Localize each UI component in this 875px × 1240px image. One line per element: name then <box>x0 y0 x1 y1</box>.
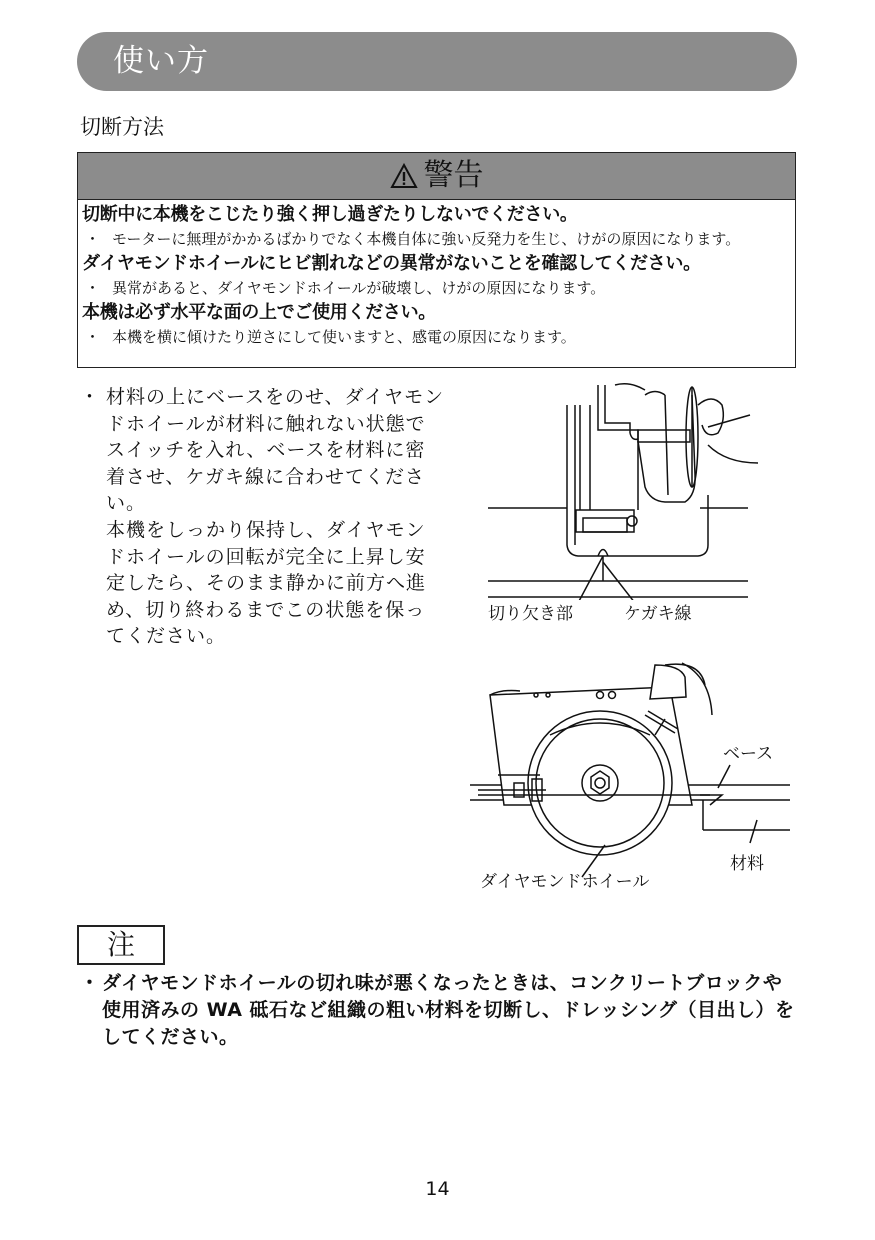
warning-heading: 切断中に本機をこじたり強く押し過ぎたりしないでください。 <box>82 204 578 225</box>
warning-bullet-text: 本機を横に傾けたり逆さにして使いますと、感電の原因になります。 <box>112 328 576 346</box>
instruction-text <box>80 384 445 650</box>
page-number: 14 <box>425 1178 450 1200</box>
warning-header <box>78 153 795 200</box>
header-title: 使い方 <box>113 43 209 79</box>
bullet-dot: ・ <box>80 972 100 994</box>
figure-front-view <box>480 375 760 624</box>
note-text <box>80 970 796 1051</box>
side-view-illustration <box>460 655 790 885</box>
warning-bullet <box>82 326 791 349</box>
instruction-paragraph <box>80 384 445 517</box>
instruction-paragraph <box>80 517 445 650</box>
bullet-dot: ・ <box>85 279 101 297</box>
note-title-box: 注 <box>77 925 165 965</box>
label-scribe-line: ケガキ線 <box>624 604 692 624</box>
warning-bullet-text: モーターに無理がかかるばかりでなく本機自体に強い反発力を生じ、けがの原因になります。 <box>112 230 741 248</box>
bullet-dot: ・ <box>85 328 101 346</box>
warning-box <box>77 152 796 368</box>
label-base: ベース <box>723 744 774 764</box>
bullet-dot: ・ <box>85 230 101 248</box>
instruction-para1: 材料の上にベースをのせ、ダイヤモンドホイールが材料に触れない状態でスイッチを入れ、ベースを材料に密着させ、ケガキ線に合わせてください。 <box>106 386 445 515</box>
warning-heading: 本機は必ず水平な面の上でご使用ください。 <box>82 302 436 323</box>
instruction-para2: 本機をしっかり保持し、ダイヤモンドホイールの回転が完全に上昇し安定したら、そのまま静かに前方へ進め、切り終わるまでこの状態を保ってください。 <box>106 518 427 648</box>
bullet-dot: ・ <box>80 386 101 408</box>
label-notch: 切り欠き部 <box>488 604 573 624</box>
header-bar <box>77 32 797 91</box>
label-diamond-wheel: ダイヤモンドホイール <box>480 872 650 892</box>
warning-triangle-icon <box>390 163 418 189</box>
warning-bullet-text: 異常があると、ダイヤモンドホイールが破壊し、けがの原因になります。 <box>112 279 606 297</box>
note-body: ダイヤモンドホイールの切れ味が悪くなったときは、コンクリートブロックや使用済みの WA 砥石など組織の粗い材料を切断し、ドレッシング（目出し）をしてください。 <box>102 972 795 1048</box>
warning-bullet <box>82 228 791 251</box>
note-paragraph <box>80 970 796 1051</box>
warning-body <box>78 200 795 349</box>
front-view-illustration <box>480 375 760 600</box>
warning-bullet <box>82 277 791 300</box>
figure-side-view <box>460 655 790 892</box>
label-material: 材料 <box>730 854 764 874</box>
warning-title: 警告 <box>423 158 484 193</box>
section-title: 切断方法 <box>80 115 164 139</box>
warning-heading: ダイヤモンドホイールにヒビ割れなどの異常がないことを確認してください。 <box>82 253 701 274</box>
